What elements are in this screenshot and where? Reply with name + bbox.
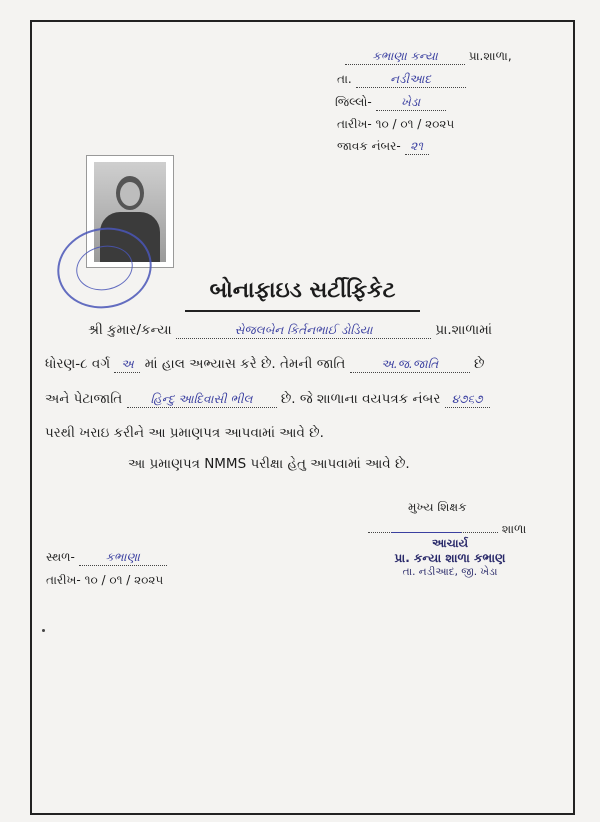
header-date-line bbox=[337, 117, 454, 132]
stamp-line-1: આચાર્ય bbox=[431, 536, 469, 550]
body-line-2 bbox=[45, 356, 484, 373]
header-school-line bbox=[345, 49, 512, 65]
taluka-label: તા. bbox=[337, 72, 352, 86]
l3-mid: છે. જે શાળાના વયપત્રક નંબર bbox=[280, 391, 441, 407]
school-suffix: પ્રા.શાળા, bbox=[468, 49, 512, 63]
certificate-title: બોનાફાઇડ સર્ટીફિકેટ bbox=[209, 278, 396, 303]
body-line-5: આ પ્રમાણપત્ર NMMS પરીક્ષા હેતુ આપવામાં આવે છે. bbox=[128, 456, 410, 472]
place-label: સ્થળ- bbox=[46, 550, 75, 564]
footer-date-line bbox=[46, 573, 163, 588]
stamp-line-3: તા. નડીઆદ, જી. ખેડા bbox=[402, 566, 498, 578]
taluka-value: નડીઆદ bbox=[356, 72, 466, 88]
footer-date-label: તારીખ- bbox=[46, 573, 81, 587]
signature-school-suffix: શાળા bbox=[501, 522, 527, 536]
header-taluka-line bbox=[337, 72, 466, 88]
student-name-value: સેજલબેન કિર્તનભાઈ ડોડિયા bbox=[176, 323, 431, 339]
l2-mid: માં હાલ અભ્યાસ કરે છે. તેમની જાતિ bbox=[144, 356, 346, 372]
handwritten-signature bbox=[391, 512, 469, 533]
body-line-3 bbox=[45, 391, 490, 408]
body-line-1 bbox=[88, 322, 492, 339]
body-line-4: પરથી ખરાઇ કરીને આ પ્રમાણપત્ર આપવામાં આવે છે. bbox=[45, 425, 324, 441]
register-value: ૪૭૬૭ bbox=[445, 392, 490, 408]
header-date-value: ૧૦ / ૦૧ / ૨૦૨૫ bbox=[375, 117, 455, 131]
l3-prefix: અને પેટાજાતિ bbox=[45, 391, 123, 407]
footer-place-line bbox=[46, 550, 167, 566]
header-district-line bbox=[335, 95, 446, 111]
place-value: કભાણા bbox=[79, 550, 167, 566]
district-label: જિલ્લો- bbox=[335, 95, 372, 109]
footer-date-value: ૧૦ / ૦૧ / ૨૦૨૫ bbox=[84, 573, 164, 587]
certificate-border bbox=[30, 20, 575, 815]
subcaste-value: હિન્દુ આદિવાસી ભીલ bbox=[127, 392, 277, 408]
title-underline bbox=[185, 310, 420, 312]
district-value: ખેડા bbox=[376, 95, 446, 111]
school-name-value: કભાણા કન્યા bbox=[345, 49, 465, 65]
principal-stamp bbox=[365, 536, 535, 579]
stamp-line-2: પ્રા. કન્યા શાળા કભાણ bbox=[394, 551, 506, 565]
l1-suffix: પ્રા.શાળામાં bbox=[435, 322, 493, 338]
outward-label: જાવક નંબર- bbox=[337, 139, 401, 153]
signature-role: મુખ્ય શિક્ષક bbox=[408, 500, 467, 514]
outward-value: ૨૧ bbox=[405, 139, 429, 155]
header-date-label: તારીખ- bbox=[337, 117, 372, 131]
caste-value: અ.જ.જાતિ bbox=[350, 357, 470, 373]
l2-suffix: છે bbox=[473, 356, 485, 372]
stray-mark bbox=[42, 629, 45, 632]
class-value: અ bbox=[114, 357, 140, 373]
l1-prefix: શ્રી કુમાર/કન્યા bbox=[88, 322, 172, 338]
header-outward-line bbox=[337, 139, 429, 155]
l2-prefix: ધોરણ-૮ વર્ગ bbox=[45, 356, 111, 372]
